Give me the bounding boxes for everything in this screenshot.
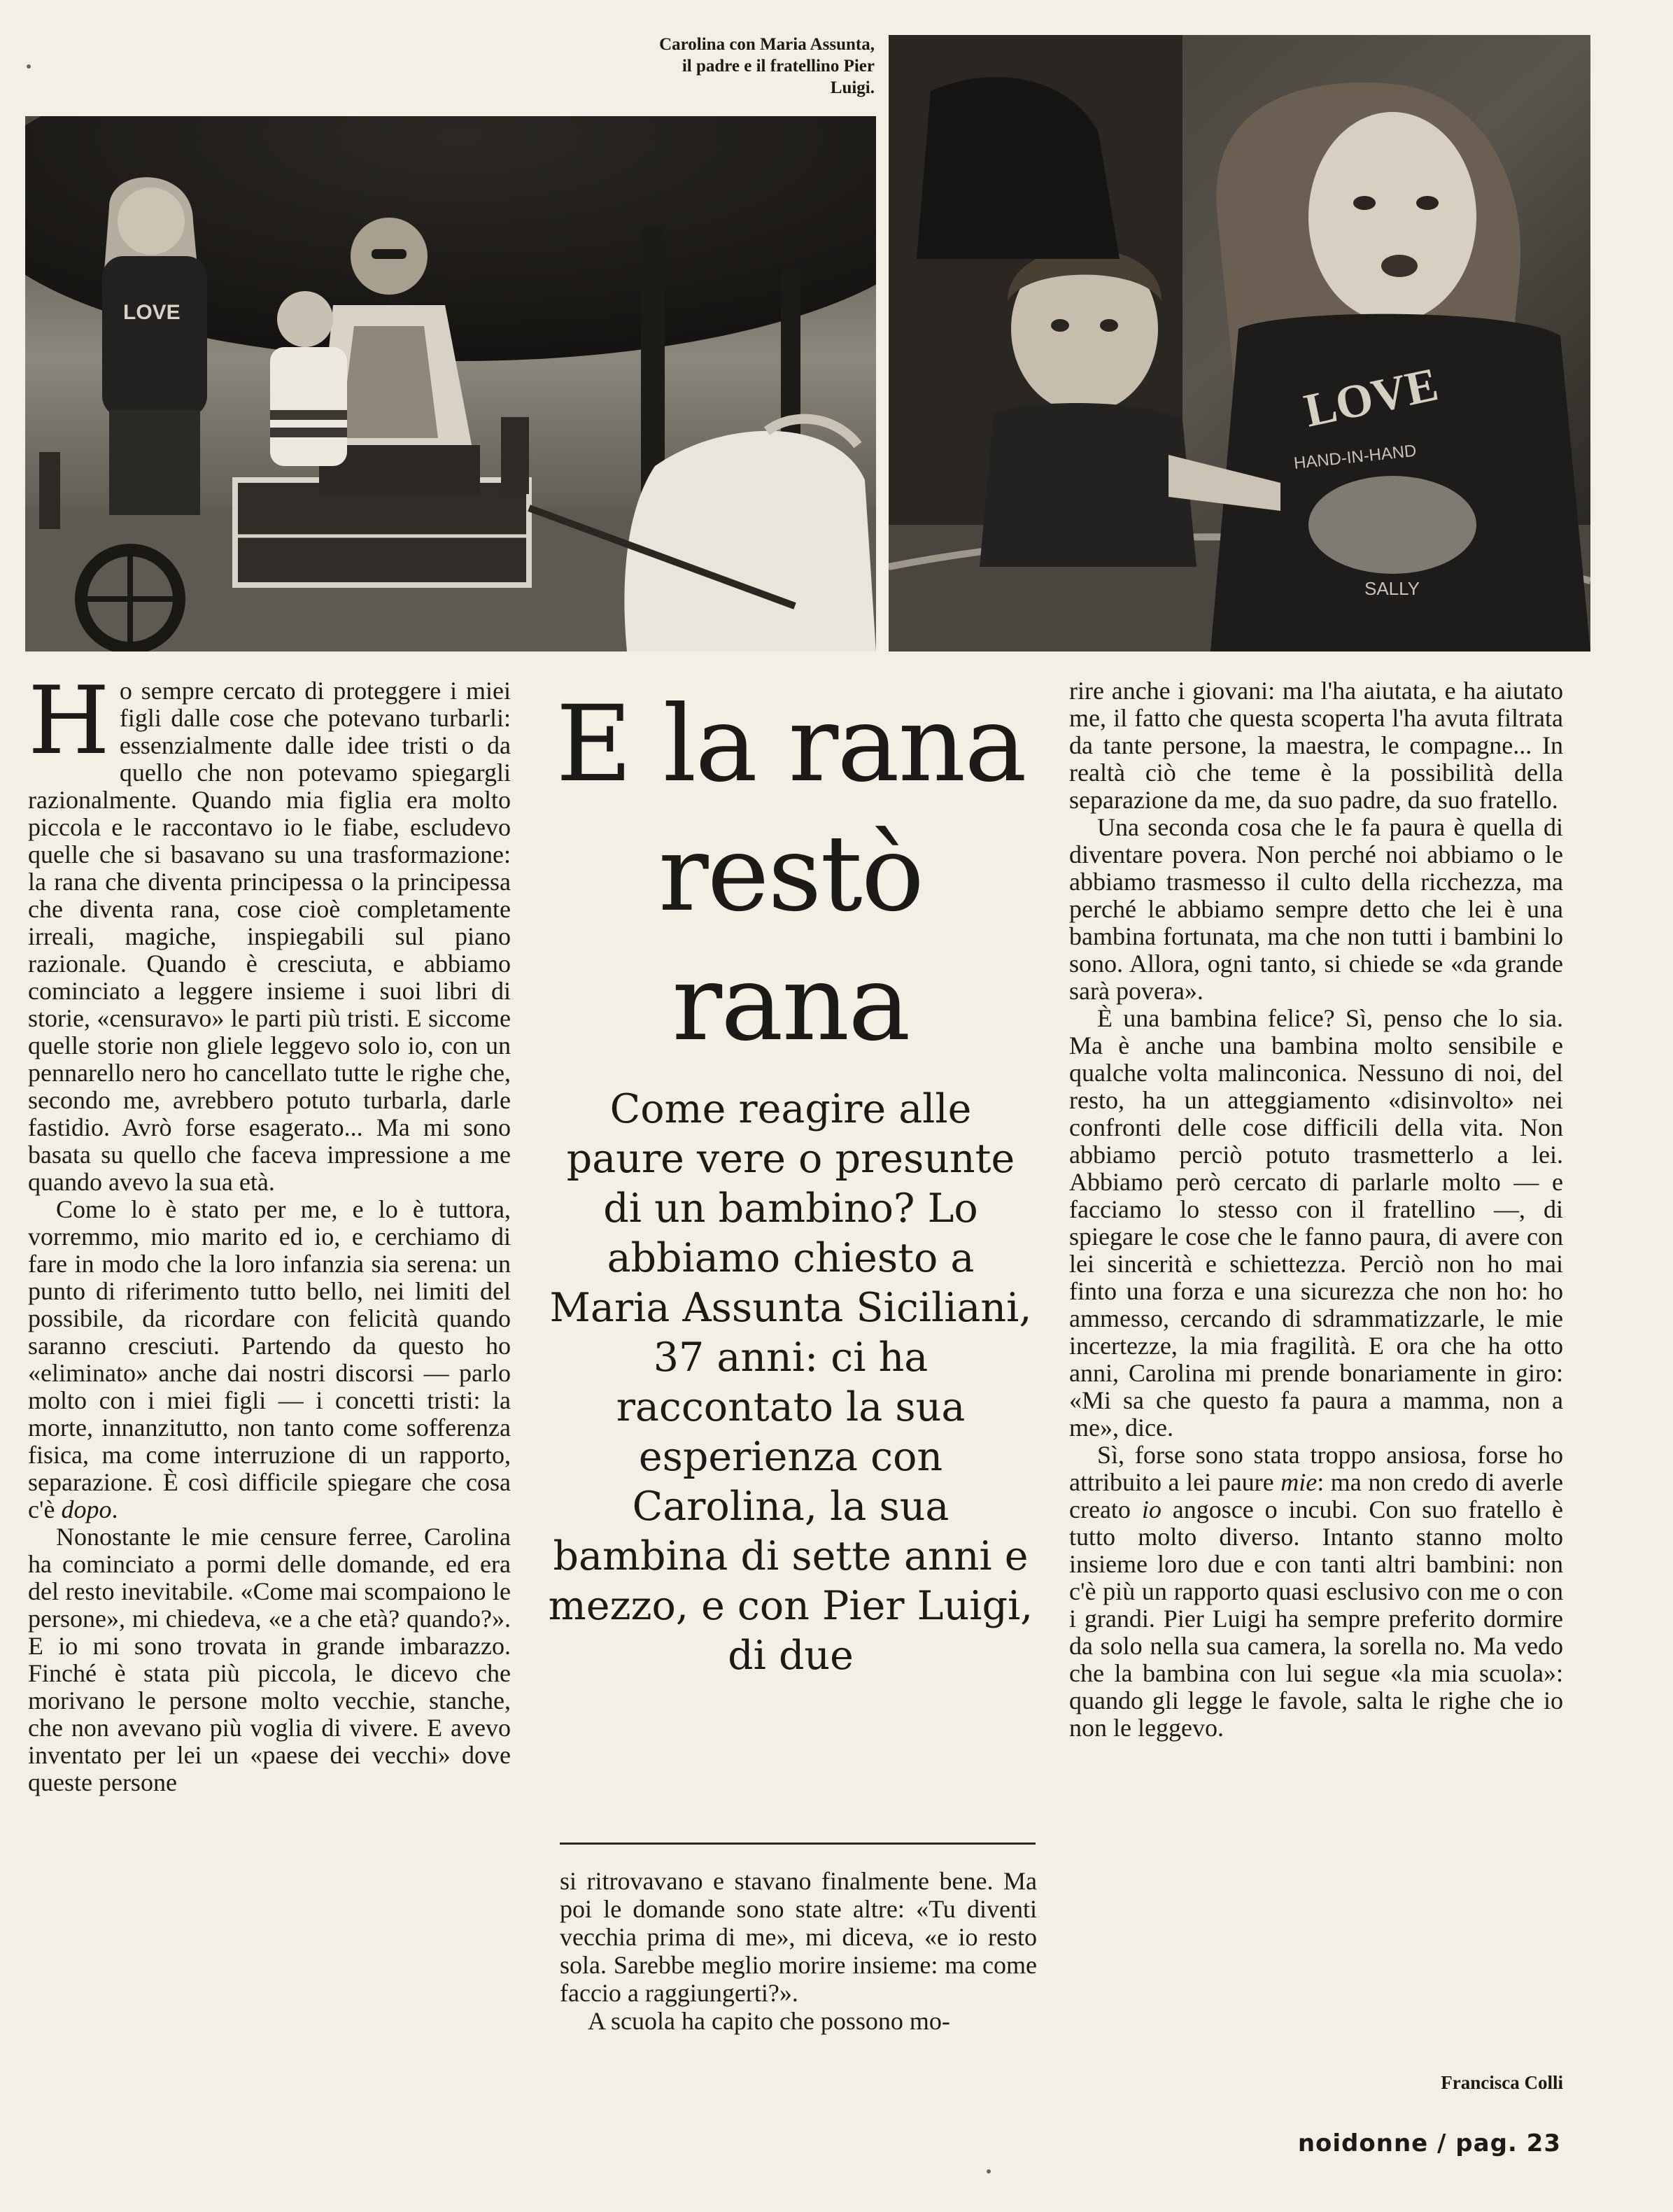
article-title: E la rana restò rana bbox=[556, 684, 1026, 1064]
paragraph-center-1: si ritrovavano e stavano finalmente bene. Ma poi le domande sono state altre: «Tu diventi vecchia prima di me», mi diceva, «e io resto sola. Sarebbe meglio morire insieme: ma come faccio a raggiungerti?». bbox=[560, 1867, 1037, 2007]
print-speck bbox=[27, 64, 31, 69]
paragraph-3: Nonostante le mie censure ferree, Carolina ha cominciato a pormi delle domande, ed era del resto inevitabile. «Come mai scompaiono le persone», mi chiedeva, «e a che età? quando?». E io mi sono trovata in grande imbarazzo. Finché è stata più piccola, le dicevo che morivano le persone molto vecchie, stanche, che non avevano più voglia di vivere. E avevo inventato per lei un «paese dei vecchi» dove queste persone bbox=[28, 1523, 511, 1796]
right-shirt-text-3: SALLY bbox=[1364, 578, 1420, 599]
paragraph-1-text: o sempre cercato di proteggere i miei figli dalle cose che potevano turbarli: essenzialmente dalle idee tristi o da quello che non potevamo spiegargli razionalmente. Quando mia figlia era molto piccola e le raccontavo io le fiabe, escludevo quelle che si basavano su una trasformazione: la rana che diventa principessa o la principessa che diventa rana, cose cioè completamente irreali, magiche, inspiegabili sul piano razionale. Quando è cresciuta, e abbiamo cominciato a leggere insieme i suoi libri di storie, «censuravo» le parti più tristi. E siccome quelle storie non gliele leggevo solo io, con un pennarello nero ho cancellato tutte le righe che, secondo me, avrebbero potuto turbarla, darle fastidio. Avrò forse esagerato... Ma mi sono basata su quello che faceva impressione a me quando avevo la sua età. bbox=[28, 677, 511, 1196]
photo-pony-cart bbox=[25, 116, 876, 651]
section-divider bbox=[560, 1843, 1036, 1845]
paragraph-right-4 bbox=[1069, 1442, 1563, 1742]
paragraph-right-4-a: Sì, forse sono stata troppo ansiosa, forse ho attribuito a lei paure bbox=[1069, 1441, 1563, 1496]
right-shirt-text-1: LOVE bbox=[1299, 357, 1443, 437]
paragraph-right-1: rire anche i giovani: ma l'ha aiutata, e ha aiutato me, il fatto che questa scoperta l'ha avuta filtrata da tante persone, la maestra, le compagne... In realtà ciò che teme è la possibilità della separazione da me, da suo padre, da suo fratello. bbox=[1069, 677, 1563, 814]
article-column-right bbox=[1069, 677, 1563, 1742]
paragraph-2-emphasis: dopo bbox=[61, 1495, 112, 1523]
paragraph-center-2: A scuola ha capito che possono mo- bbox=[588, 2007, 950, 2035]
paragraph-right-4-emphasis-2: io bbox=[1141, 1495, 1162, 1523]
print-speck bbox=[987, 2169, 991, 2174]
drop-cap: H bbox=[28, 666, 110, 775]
article-deck: Come reagire alle paure vere o presunte di un bambino? Lo abbiamo chiesto a Maria Assunta Siciliani, 37 anni: ci ha raccontato la sua esperienza con Carolina, la sua bambina di sette anni e mezzo, e con Pier Luigi, di due bbox=[548, 1086, 1033, 1679]
left-shirt-text: LOVE bbox=[123, 301, 181, 324]
photo-pony-cart-image bbox=[25, 116, 876, 651]
paragraph-1 bbox=[28, 666, 511, 1196]
author-byline: Francisca Colli bbox=[1441, 2072, 1563, 2093]
paragraph-2-end: . bbox=[111, 1495, 118, 1523]
right-shirt-text-2: HAND-IN-HAND bbox=[1292, 441, 1418, 473]
paragraph-right-3: È una bambina felice? Sì, penso che lo sia. Ma è anche una bambina molto sensibile e qualche volta malinconica. Nessuno di noi, del resto, ha un atteggiamento «disinvolto» nei confronti delle cose difficili della vita. Non abbiamo perciò potuto trasmetterlo a lei. Abbiamo però cercato di parlarle molto — e facciamo lo stesso con il fratellino —, di spiegare le cose che le fanno paura, di avere con lei sincerità e schiettezza. Perciò non ho mai finto una forza e una sicurezza che non ho: ho ammesso, cercando di sdrammatizzarle, le mie incertezze, la mia fragilità. E ora che ha otto anni, Carolina mi prende bonariamente in giro: «Mi sa che questo fa paura a mamma, non a me», dice. bbox=[1069, 1004, 1563, 1442]
article-column-left bbox=[28, 666, 511, 1796]
photo-children-closeup bbox=[889, 35, 1590, 651]
photo-children-closeup-image bbox=[889, 35, 1590, 651]
paragraph-2-text: Come lo è stato per me, e lo è tuttora, vorremmo, mio marito ed io, e cerchiamo di fare in modo che la loro infanzia sia serena: un punto di riferimento tutto bello, nei limiti del possibile, da ricordare con felicità quando saranno cresciuti. Partendo da questo ho «eliminato» anche dai nostri discorsi — parlo molto con i miei figli — i concetti tristi: la morte, innanzitutto, non tanto come sofferenza fisica, ma come interruzione di un rapporto, separazione. È così difficile spiegare che cosa c'è bbox=[28, 1195, 511, 1523]
paragraph-right-4-b: : ma non credo di averle creato bbox=[1069, 1468, 1563, 1523]
page-footer: noidonne / pag. 23 bbox=[1297, 2129, 1561, 2157]
paragraph-2 bbox=[28, 1196, 511, 1523]
paragraph-right-2: Una seconda cosa che le fa paura è quella di diventare povera. Non perché noi abbiamo o le abbiamo trasmesso il culto della ricchezza, ma perché le abbiamo sempre detto che lei è una bambina fortunata, ma che non tutti i bambini lo sono. Allora, ogni tanto, si chiede se «da grande sarà povera». bbox=[1069, 813, 1563, 1005]
article-column-center bbox=[560, 1867, 1037, 2035]
paragraph-right-4-emphasis-1: mie bbox=[1280, 1468, 1318, 1496]
paragraph-right-4-c: angosce o incubi. Con suo fratello è tutto molto diverso. Intanto stanno molto insieme loro due e con tanti altri bambini: non c'è più un rapporto quasi esclusivo con me o con i grandi. Pier Luigi ha sempre preferito dormire da solo nella sua camera, la sorella no. Ma vedo che la bambina con lui segue «la mia scuola»: quando gli legge le favole, salta le righe che io non le leggevo. bbox=[1069, 1495, 1564, 1742]
photo-caption: Carolina con Maria Assunta, il padre e il fratellino Pier Luigi. bbox=[659, 35, 875, 97]
